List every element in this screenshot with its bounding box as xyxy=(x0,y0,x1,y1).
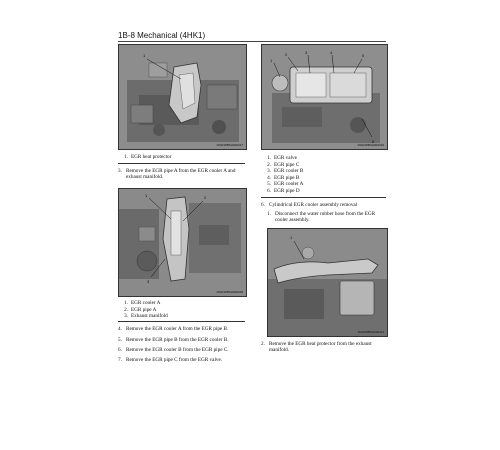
engine-illustration xyxy=(119,189,246,296)
legend-rule xyxy=(118,321,245,322)
callout-1: 1 xyxy=(290,235,293,240)
step-5: 5. Remove the EGR pipe B from the EGR cooler B. xyxy=(118,337,229,343)
figure-egr-heat-protector xyxy=(118,44,247,150)
legend-item: 1. EGR valve xyxy=(267,155,297,161)
section-6-heading: 6. Cylindrical EGR cooler assembly removal xyxy=(261,202,358,208)
callout-1: 1 xyxy=(143,53,146,58)
figure-egr-valve-assembly xyxy=(261,44,388,150)
callout-3: 3 xyxy=(147,279,150,284)
legend-item: 2. EGR pipe A xyxy=(124,306,157,313)
callout-3: 3 xyxy=(305,50,308,55)
legend-item: 4. EGR pipe B xyxy=(267,174,300,181)
callout-2: 2 xyxy=(285,52,288,57)
engine-illustration xyxy=(268,229,387,336)
figure-water-rubber-hose xyxy=(267,228,388,337)
figure-code: RAW18BSH000018 xyxy=(216,290,243,294)
step-4: 4. Remove the EGR cooler A from the EGR pipe B. xyxy=(118,326,229,332)
figure3-legend xyxy=(261,155,303,195)
legend-item: 3. EGR cooler B xyxy=(267,168,304,175)
figure-code: RAW18BSH000114 xyxy=(357,330,384,334)
step-1: 1. Disconnect the water rubber hose from the EGR cooler assembly. xyxy=(267,211,376,224)
step-6: 6. Remove the EGR cooler B from the EGR pipe C. xyxy=(118,347,229,353)
callout-2: 2 xyxy=(204,195,207,200)
callout-4: 4 xyxy=(330,50,333,55)
legend-rule xyxy=(118,163,245,164)
legend-item: 2. EGR pipe C xyxy=(267,161,300,168)
figure2-legend xyxy=(118,300,168,320)
legend-item: 6. EGR pipe D xyxy=(267,187,300,194)
engine-illustration xyxy=(262,45,387,149)
figure-code: RAW18BSH000019 xyxy=(357,143,384,147)
legend-rule xyxy=(261,197,386,198)
legend-item: 5. EGR cooler A xyxy=(267,181,304,188)
figure1-legend xyxy=(118,154,171,161)
legend-item: 1. EGR heat protector xyxy=(124,154,172,160)
step-2: 2. Remove the EGR heat protector from the exhaust manifold. xyxy=(261,341,372,354)
header-rule xyxy=(118,41,386,42)
legend-item: 1. EGR cooler A xyxy=(124,300,161,306)
step-7: 7. Remove the EGR pipe C from the EGR valve. xyxy=(118,357,223,363)
callout-5: 5 xyxy=(362,53,365,58)
callout-1: 1 xyxy=(270,58,273,63)
callout-1: 1 xyxy=(145,193,148,198)
step-3: 3. Remove the EGR pipe A from the EGR cooler A and exhaust manifold. xyxy=(118,168,236,181)
page-header: 1B-8 Mechanical (4HK1) xyxy=(118,31,206,40)
engine-illustration xyxy=(119,45,246,149)
callout-6: 6 xyxy=(372,139,375,144)
figure-code: RAW18BSH000017 xyxy=(216,143,243,147)
legend-item: 3. Exhaust manifold xyxy=(124,313,168,320)
figure-egr-cooler-a xyxy=(118,188,247,297)
